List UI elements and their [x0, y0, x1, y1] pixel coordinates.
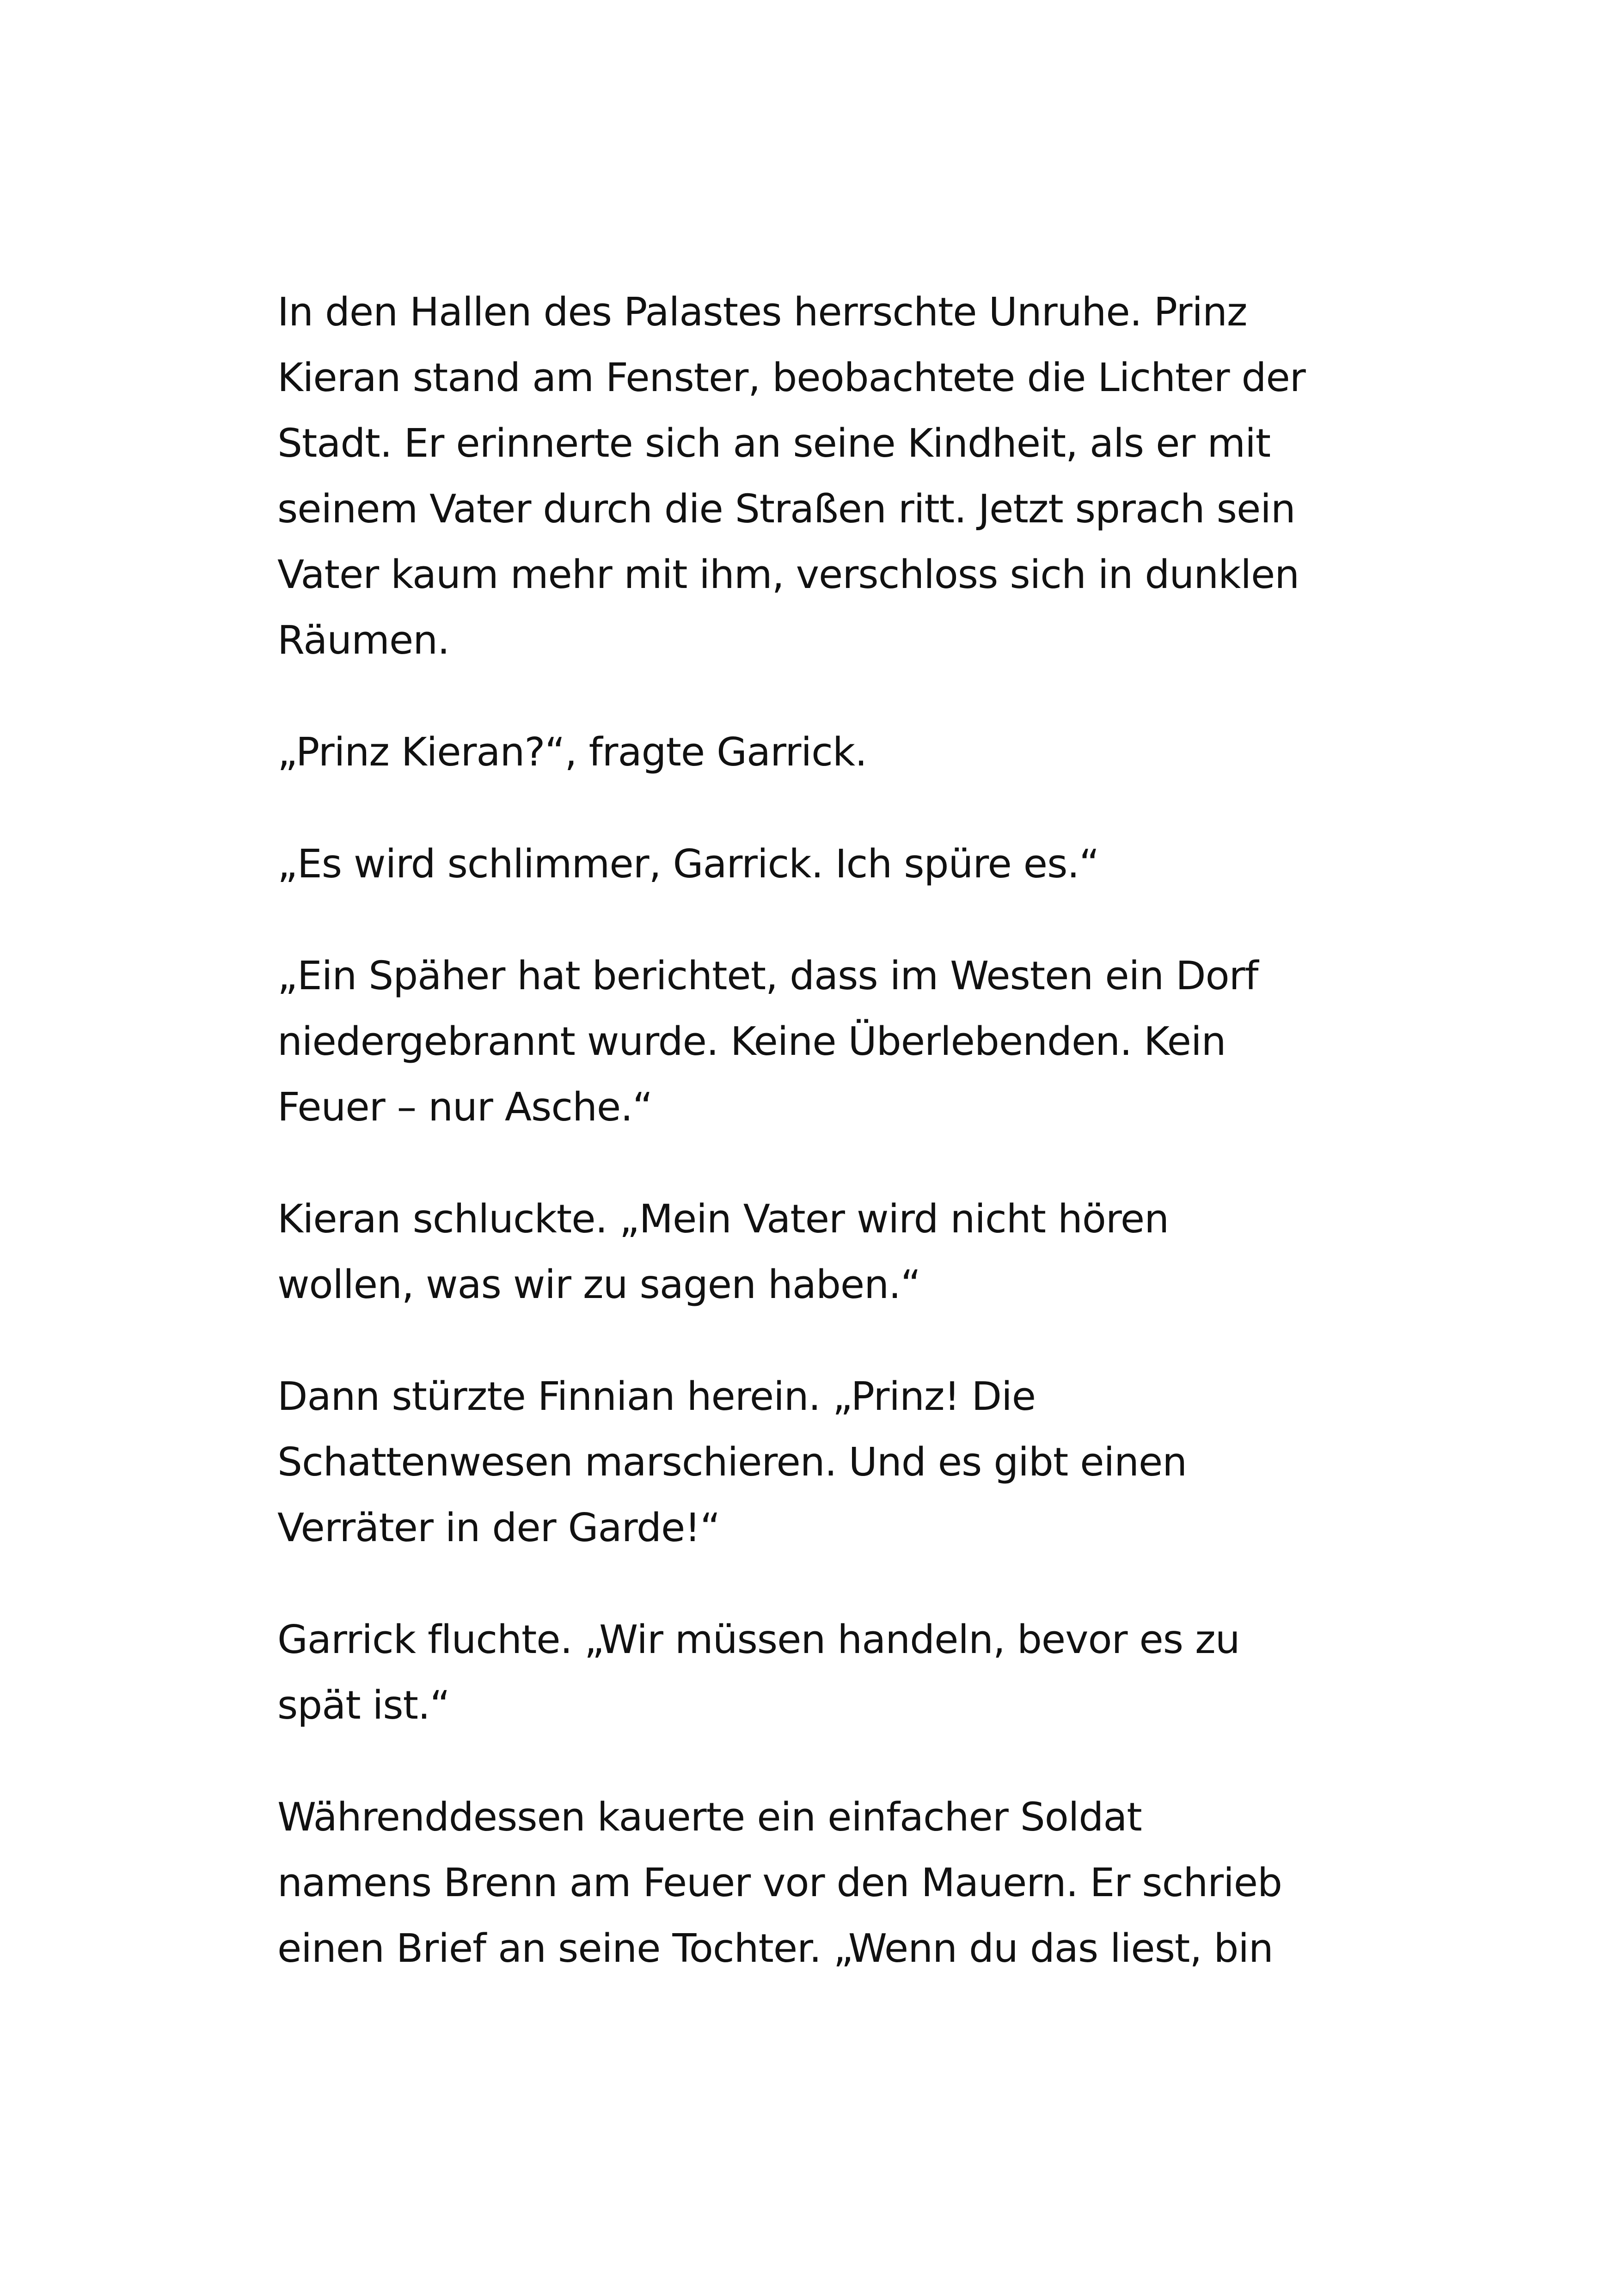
paragraph-garrick-curses: Garrick fluchte. „Wir müssen handeln, bevor es zu spät ist.“: [277, 1617, 1240, 1728]
paragraph-scout-report: „Ein Späher hat berichtet, dass im Westen ein Dorf niedergebrannt wurde. Keine Überlebenden. Kein Feuer – nur Asche.“: [277, 953, 1258, 1130]
paragraph-kieran-swallowed: Kieran schluckte. „Mein Vater wird nicht hören wollen, was wir zu sagen haben.“: [277, 1196, 1169, 1308]
paragraph-kieran-worse: „Es wird schlimmer, Garrick. Ich spüre es.“: [277, 841, 1099, 887]
body-text: [277, 280, 1354, 1982]
paragraph-brenn-letter: Währenddessen kauerte ein einfacher Soldat namens Brenn am Feuer vor den Mauern. Er schrieb einen Brief an seine Tochter. „Wenn du das liest, bin: [277, 1794, 1282, 1971]
paragraph-garrick-asks: „Prinz Kieran?“, fragte Garrick.: [277, 729, 867, 775]
paragraph-palace-unrest: In den Hallen des Palastes herrschte Unruhe. Prinz Kieran stand am Fenster, beobachtete die Lichter der Stadt. Er erinnerte sich an seine Kindheit, als er mit seinem Vater durch die Straßen ritt. Jetzt sprach sein Vater kaum mehr mit ihm, verschloss sich in dunklen Räumen.: [277, 289, 1305, 663]
paragraph-finnian-enters: Dann stürzte Finnian herein. „Prinz! Die Schattenwesen marschieren. Und es gibt einen Verräter in der Garde!“: [277, 1374, 1187, 1551]
